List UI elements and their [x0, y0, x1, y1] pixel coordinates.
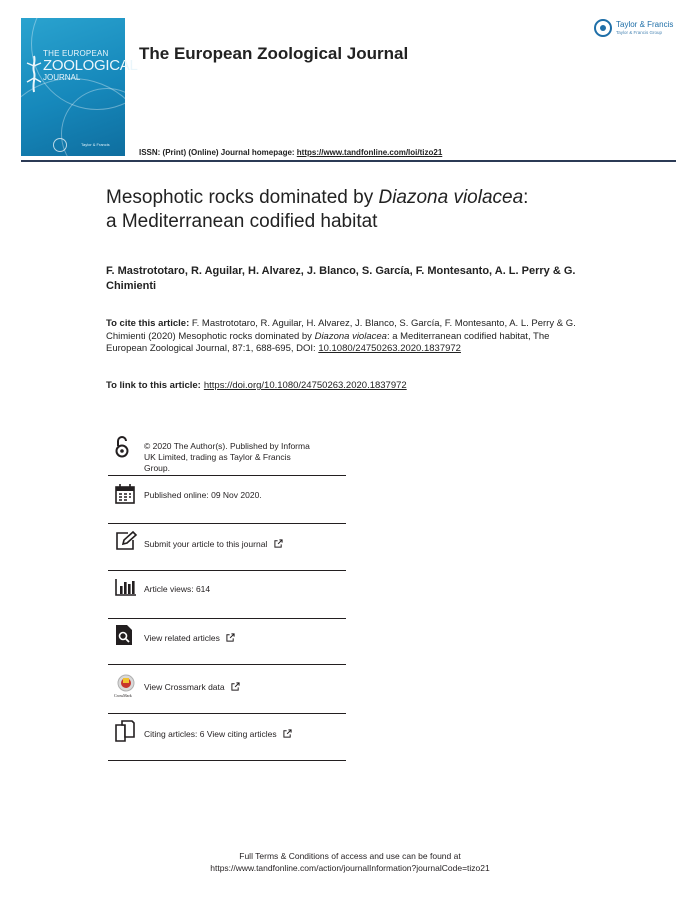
external-link-icon: [283, 729, 292, 738]
row-divider: [108, 618, 346, 619]
published-date: Published online: 09 Nov 2020.: [144, 490, 262, 500]
crossmark-badge-label: CrossMark: [114, 693, 132, 698]
row-divider: [108, 475, 346, 476]
issn-label: ISSN: (Print) (Online) Journal homepage:: [139, 148, 295, 157]
taylor-francis-icon: [594, 19, 612, 37]
external-link-icon: [226, 633, 235, 642]
cover-title-line1: THE EUROPEAN: [43, 49, 109, 58]
article-title: [106, 186, 626, 234]
citing-articles-link[interactable]: Citing articles: 6 View citing articles: [144, 729, 277, 739]
seal-icon: [53, 138, 67, 152]
cite-doi-link[interactable]: 10.1080/24750263.2020.1837972: [318, 343, 461, 354]
footer-terms: Full Terms & Conditions of access and use can be found at: [239, 851, 461, 861]
cite-species: Diazona violacea: [314, 330, 387, 342]
crossmark-link[interactable]: View Crossmark data: [144, 682, 225, 692]
submit-article-link[interactable]: Submit your article to this journal: [144, 539, 268, 549]
row-divider: [108, 760, 346, 761]
related-search-icon: [115, 624, 133, 646]
license-line3: Group.: [144, 463, 170, 473]
journal-homepage-link[interactable]: https://www.tandfonline.com/loi/tizo21: [296, 148, 443, 157]
license-line1: © 2020 The Author(s). Published by Informa: [144, 441, 310, 451]
link-label: To link to this article:: [106, 380, 201, 391]
related-articles-link[interactable]: View related articles: [144, 633, 220, 643]
row-divider: [108, 523, 346, 524]
row-divider: [108, 570, 346, 571]
lizard-icon: [24, 54, 44, 94]
license-line2: UK Limited, trading as Taylor & Francis: [144, 452, 291, 462]
calendar-icon: [115, 484, 135, 504]
cite-text-2: : a Mediterranean codified habitat, The European Zoological Journal, 87:1, 688-695, DOI:: [106, 330, 550, 354]
row-divider: [108, 664, 346, 665]
bar-chart-icon: [115, 578, 137, 596]
title-part1: Mesophotic rocks dominated by: [106, 187, 379, 208]
publisher-group: Taylor & Francis Group: [616, 30, 663, 35]
article-doi-link[interactable]: https://doi.org/10.1080/24750263.2020.1837972: [203, 380, 407, 391]
footer: [150, 850, 550, 874]
external-link-icon: [274, 539, 283, 548]
journal-cover: [21, 18, 138, 156]
footer-terms-url[interactable]: https://www.tandfonline.com/action/journalInformation?journalCode=tizo21: [210, 863, 490, 873]
journal-title: The European Zoological Journal: [139, 44, 409, 63]
cover-publisher: Taylor & Francis: [81, 142, 110, 147]
citing-articles-icon: [115, 720, 135, 742]
open-access-icon: [115, 436, 129, 458]
external-link-icon: [231, 682, 240, 691]
edit-icon: [115, 531, 137, 551]
publisher-name: Taylor & Francis: [616, 20, 674, 29]
issn-line: [139, 148, 442, 157]
title-species: Diazona violacea: [378, 187, 524, 208]
publisher-logo[interactable]: [594, 18, 684, 40]
row-divider: [108, 713, 346, 714]
authors: F. Mastrototaro, R. Aguilar, H. Alvarez, J. Blanco, S. García, F. Montesanto, A. L. Perry & G. Chimienti: [106, 265, 576, 292]
cover-title-line3: JOURNAL: [43, 73, 81, 83]
citation: [106, 318, 586, 356]
title-part2: :: [523, 187, 529, 208]
cover-title-line2: ZOOLOGICAL: [43, 57, 138, 75]
article-views: Article views: 614: [144, 584, 211, 594]
cite-label: To cite this article:: [106, 318, 190, 329]
cite-text-1: F. Mastrototaro, R. Aguilar, H. Alvarez, J. Blanco, S. García, F. Montesanto, A. L. Perry & G. Chimienti (2020) Mesophotic rocks dominated by: [106, 318, 576, 342]
header-divider: [21, 160, 676, 162]
title-line2: a Mediterranean codified habitat: [106, 211, 378, 232]
article-link-line: [106, 380, 407, 391]
